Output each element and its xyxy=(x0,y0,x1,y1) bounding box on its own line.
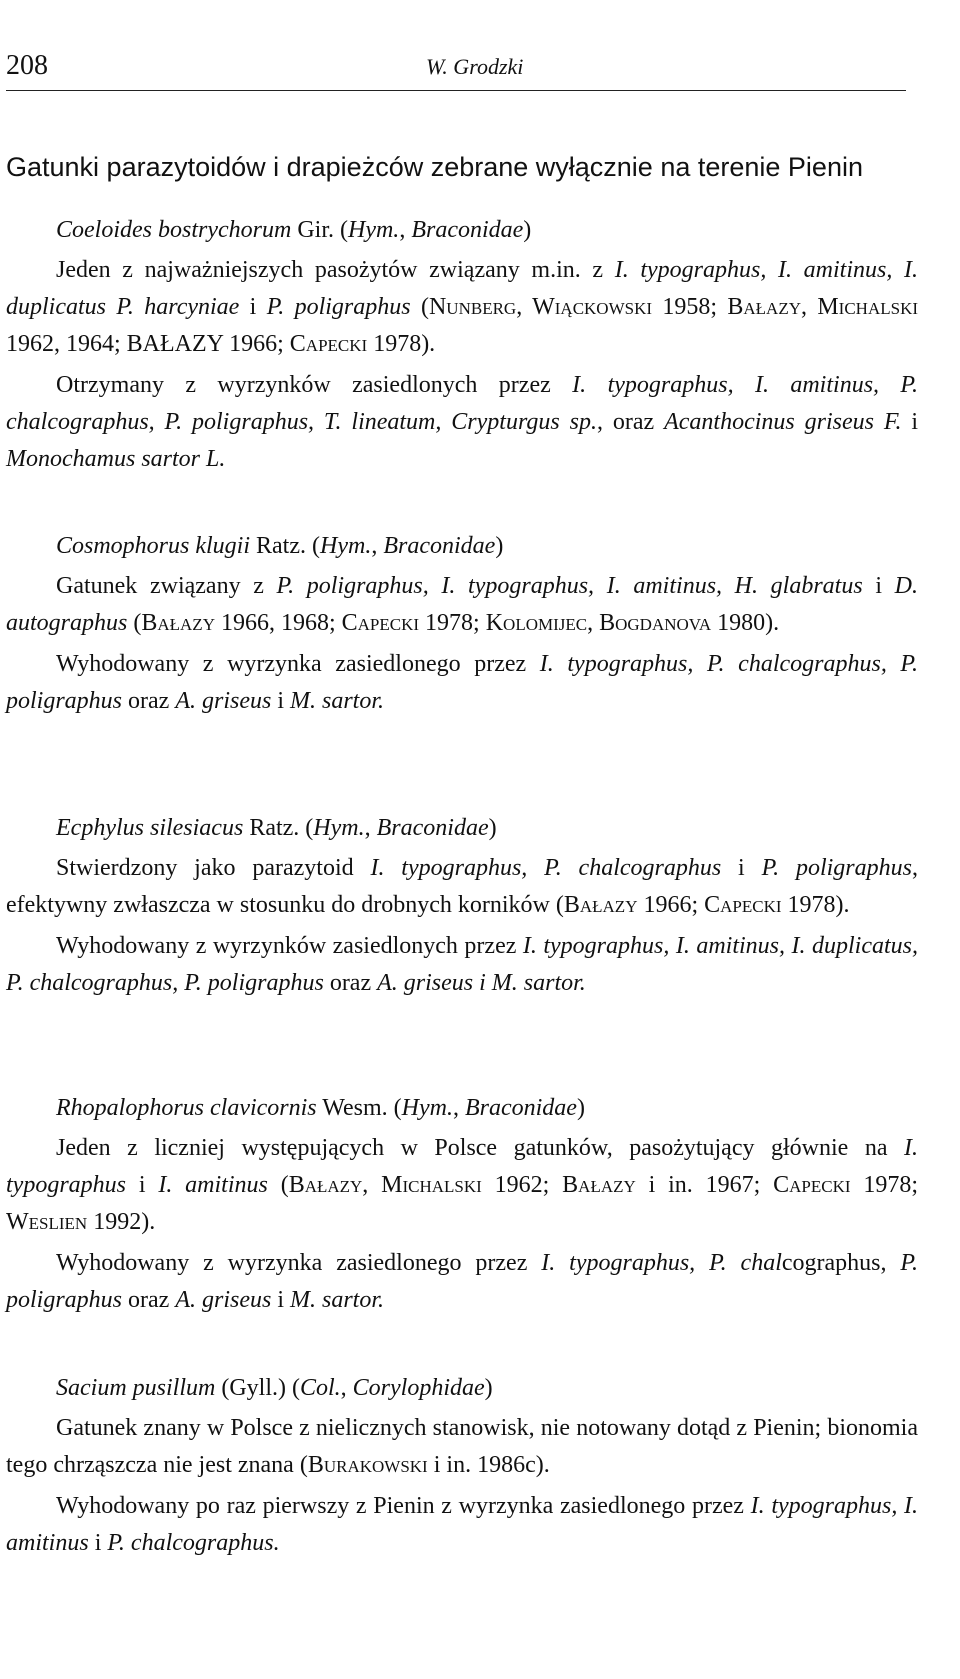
section-heading: Gatunki parazytoidów i drapieżców zebrane wyłącznie na terenie Pienin xyxy=(6,152,863,182)
body-text: ( xyxy=(410,294,429,320)
author-citation: Bałazy, Michalski xyxy=(288,1172,482,1198)
body-text: 1962, 1964; BAŁAZY 1966; xyxy=(6,331,290,357)
body-text: i xyxy=(88,1530,108,1556)
body-text: 1980). xyxy=(711,610,780,636)
italic-text: I. typographus, P. chalcographus xyxy=(370,855,722,881)
italic-text: I. typographus, I. amitinus, I. duplicatus P. harcyniae xyxy=(6,257,918,320)
species-paragraph xyxy=(6,850,918,924)
species-group: Hym. xyxy=(313,815,365,841)
species-author: Wesm. xyxy=(322,1095,388,1121)
species-paragraph xyxy=(6,1130,918,1241)
species-paragraph xyxy=(6,568,918,642)
species-title: Ecphylus silesiacus Ratz. (Hym., Braconidae) xyxy=(56,815,497,841)
author-citation: Capecki xyxy=(704,892,782,918)
body-text: 1958; xyxy=(652,294,728,320)
body-text: i in. 1967; xyxy=(635,1172,774,1198)
species-name: Rhopalophorus clavicornis xyxy=(56,1095,317,1121)
author-citation: Kolomijec, Bogdanova xyxy=(485,610,712,636)
italic-text: I. typographus, I. amitinus, I. duplicatus, P. chalcographus, P. poligraphus xyxy=(6,933,919,996)
species-title: Rhopalophorus clavicornis Wesm. (Hym., Braconidae) xyxy=(56,1095,585,1121)
author-citation: Bałazy xyxy=(141,610,215,636)
body-text: , efektywny zwłaszcza w stosunku do drobnych korników ( xyxy=(6,855,918,918)
species-paragraph xyxy=(6,646,918,720)
species-entry xyxy=(6,528,918,720)
body-text: Jeden z najważniejszych pasożytów związany m.in. z xyxy=(56,257,615,283)
species-name: Cosmophorus klugii xyxy=(56,533,251,559)
species-entry xyxy=(6,1370,918,1562)
author-citation: Capecki xyxy=(773,1172,851,1198)
species-entry xyxy=(6,212,918,478)
body-text: oraz xyxy=(122,688,176,714)
species-family: Braconidae xyxy=(376,815,489,841)
body-text: 1978; xyxy=(850,1172,919,1198)
species-name: Sacium pusillum xyxy=(56,1375,216,1401)
body-text: , oraz xyxy=(596,409,665,435)
italic-text: Acanthocinus griseus F. xyxy=(664,409,902,435)
body-text: Gatunek związany z xyxy=(56,573,277,599)
species-family: Corylophidae xyxy=(352,1375,485,1401)
italic-text: M. sartor. xyxy=(289,688,385,714)
body-text: 1978; xyxy=(419,610,486,636)
species-author: Ratz. xyxy=(256,533,306,559)
body-text: i xyxy=(901,409,919,435)
species-family: Braconidae xyxy=(383,533,496,559)
body-text: 1978). xyxy=(781,892,850,918)
body-text: Wyhodowany z wyrzynka zasiedlonego przez xyxy=(56,651,540,677)
italic-text: P. chalcographus. xyxy=(107,1530,280,1556)
author-citation: Bałazy xyxy=(562,1172,636,1198)
body-text: i xyxy=(271,688,290,714)
italic-text: A. griseus xyxy=(175,1287,272,1313)
species-entry xyxy=(6,1090,918,1319)
body-text: oraz xyxy=(122,1287,176,1313)
species-name: Ecphylus silesiacus xyxy=(56,815,244,841)
species-name: Coeloides bostrychorum xyxy=(56,217,292,243)
body-text: 1978). xyxy=(367,331,436,357)
species-paragraph xyxy=(6,1410,918,1484)
italic-text: D. autographus xyxy=(6,573,919,636)
body-text: i xyxy=(126,1172,159,1198)
body-text: i xyxy=(271,1287,290,1313)
species-paragraph xyxy=(6,928,918,1002)
species-author: (Gyll.) xyxy=(221,1375,286,1401)
page-number: 208 xyxy=(6,50,48,81)
author-citation: Weslien xyxy=(6,1209,88,1235)
species-paragraph xyxy=(6,1245,918,1319)
italic-text: A. griseus xyxy=(175,688,272,714)
species-paragraph xyxy=(6,367,918,478)
italic-text: P. poligraphus xyxy=(6,1250,918,1313)
body-text: i in. 1986c). xyxy=(427,1452,550,1478)
author-citation: Burakowski xyxy=(307,1452,428,1478)
italic-text: P. poligraphus xyxy=(761,855,912,881)
body-text: cographus, xyxy=(781,1250,901,1276)
species-paragraph xyxy=(6,1488,918,1562)
species-author: Gir. xyxy=(297,217,334,243)
italic-text: I. typographus, P. chalcographus, P. poligraphus xyxy=(6,651,919,714)
species-paragraph xyxy=(6,252,918,363)
species-group: Hym. xyxy=(320,533,372,559)
body-text: 1966, 1968; xyxy=(214,610,342,636)
author-citation: Capecki xyxy=(289,331,368,357)
italic-text: I. typographus xyxy=(6,1135,918,1198)
italic-text: P. poligraphus xyxy=(266,294,411,320)
body-text: 1992). xyxy=(87,1209,156,1235)
italic-text: Monochamus sartor L. xyxy=(6,446,226,472)
body-text: Wyhodowany z wyrzynków zasiedlonych przez xyxy=(56,933,523,959)
body-text: Stwierdzony jako parazytoid xyxy=(56,855,371,881)
author-citation: Nunberg, Wiąckowski xyxy=(428,294,653,320)
italic-text: P. poligraphus, I. typographus, I. amitinus, H. glabratus xyxy=(276,573,863,599)
running-head-author: W. Grodzki xyxy=(426,54,524,79)
body-text: 1962; xyxy=(481,1172,563,1198)
body-text: 1966; xyxy=(637,892,705,918)
species-group: Col. xyxy=(299,1375,341,1401)
body-text: Gatunek znany w Polsce z nielicznych stanowisk, nie notowany dotąd z Pienin; bionomia tego chrząszcza nie jest znana ( xyxy=(6,1415,918,1478)
body-text: Jeden z liczniej występujących w Polsce gatunków, pasożytujący głównie na xyxy=(56,1135,904,1161)
header-rule xyxy=(6,90,906,91)
species-family: Braconidae xyxy=(464,1095,577,1121)
body-text: oraz xyxy=(323,970,378,996)
italic-text: I. typographus, I. amitinus, P. chalcographus, P. poligraphus, T. lineatum, Crypturgus sp. xyxy=(6,372,918,435)
body-text: i xyxy=(862,573,895,599)
italic-text: A. griseus i M. sartor. xyxy=(377,970,586,996)
italic-text: I. typographus, I. amitinus xyxy=(6,1493,919,1556)
italic-text: I. amitinus xyxy=(158,1172,268,1198)
species-family: Braconidae xyxy=(411,217,524,243)
body-text: i xyxy=(239,294,267,320)
italic-text: M. sartor. xyxy=(289,1287,385,1313)
running-head xyxy=(6,50,960,90)
species-group: Hym. xyxy=(347,217,400,243)
body-text: ( xyxy=(127,610,142,636)
species-title: Sacium pusillum (Gyll.) (Col., Corylophidae) xyxy=(56,1375,493,1401)
species-author: Ratz. xyxy=(249,815,300,841)
author-citation: Bałazy, Michalski xyxy=(727,294,919,320)
body-text: Wyhodowany po raz pierwszy z Pienin z wyrzynka zasiedlonego przez xyxy=(56,1493,751,1519)
species-title: Cosmophorus klugii Ratz. (Hym., Braconidae) xyxy=(56,533,504,559)
body-text: i xyxy=(721,855,762,881)
species-title: Coeloides bostrychorum Gir. (Hym., Braconidae) xyxy=(56,217,532,243)
body-text: Wyhodowany z wyrzynka zasiedlonego przez xyxy=(56,1250,542,1276)
italic-text: I. typographus, P. chal xyxy=(541,1250,782,1276)
body-text: Otrzymany z wyrzynków zasiedlonych przez xyxy=(56,372,573,398)
species-entry xyxy=(6,810,918,1002)
author-citation: Bałazy xyxy=(563,892,638,918)
body-text: ( xyxy=(267,1172,289,1198)
species-group: Hym. xyxy=(401,1095,453,1121)
author-citation: Capecki xyxy=(341,610,420,636)
